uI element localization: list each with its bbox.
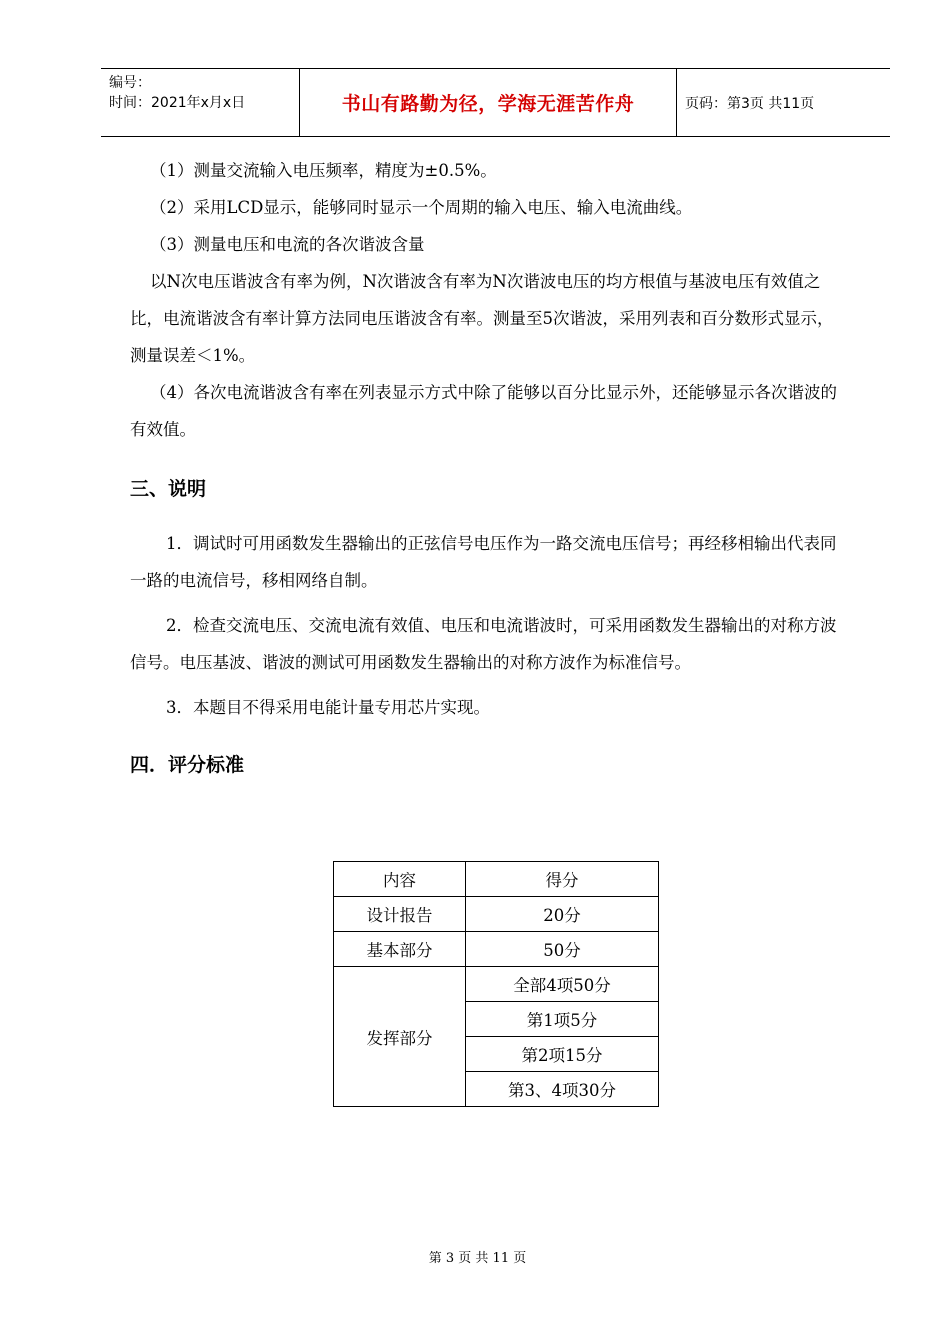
scoring-table [333,861,659,1107]
header-motto: 书山有路勤为径，学海无涯苦作舟 [300,69,677,136]
table-row [334,967,659,1002]
page-footer: 第 3 页 共 11 页 [428,1251,527,1266]
number-label: 编号： [109,75,151,91]
table-header-row [334,862,659,897]
time-label: 时间：2021年x月x日 [109,95,246,111]
note-1: 1．调试时可用函数发生器输出的正弦信号电压作为一路交流电压信号；再经移相输出代表同一路的电流信号，移相网络自制。 [130,534,837,590]
section-3-title: 三、说明 [130,478,207,500]
table-row [334,932,659,967]
requirement-4: （4）各次电流谐波含有率在列表显示方式中除了能够以百分比显示外，还能够显示各次谐波的有效值。 [130,383,837,439]
header-meta [101,69,300,136]
requirement-3-detail: 以N次电压谐波含有率为例，N次谐波含有率为N次谐波电压的均方根值与基波电压有效值之比，电流谐波含有率计算方法同电压谐波含有率。测量至5次谐波，采用列表和百分数形式显示，测量误差＜1%。 [130,272,834,365]
header-score: 得分 [466,862,659,897]
row-label: 基本部分 [334,932,466,967]
requirement-2: （2）采用LCD显示，能够同时显示一个周期的输入电压、输入电流曲线。 [150,198,693,217]
row-score: 20分 [466,897,659,932]
row-score: 第3、4项30分 [466,1072,659,1107]
table-row [334,897,659,932]
row-label-extra: 发挥部分 [334,967,466,1107]
row-score: 第1项5分 [466,1002,659,1037]
row-score: 全部4项50分 [466,967,659,1002]
row-label: 设计报告 [334,897,466,932]
note-3: 3．本题目不得采用电能计量专用芯片实现。 [166,698,490,717]
requirement-1: （1）测量交流输入电压频率，精度为±0.5%。 [150,161,497,180]
row-score: 50分 [466,932,659,967]
page-header [101,68,890,137]
requirement-3: （3）测量电压和电流的各次谐波含量 [150,235,425,254]
note-2: 2．检查交流电压、交流电流有效值、电压和电流谐波时，可采用函数发生器输出的对称方波信号。电压基波、谐波的测试可用函数发生器输出的对称方波作为标准信号。 [130,616,837,672]
row-score: 第2项15分 [466,1037,659,1072]
header-content: 内容 [334,862,466,897]
document-body [130,150,845,777]
section-4-title: 四．评分标准 [130,754,245,776]
header-page-code: 页码：第3页 共11页 [685,95,815,112]
